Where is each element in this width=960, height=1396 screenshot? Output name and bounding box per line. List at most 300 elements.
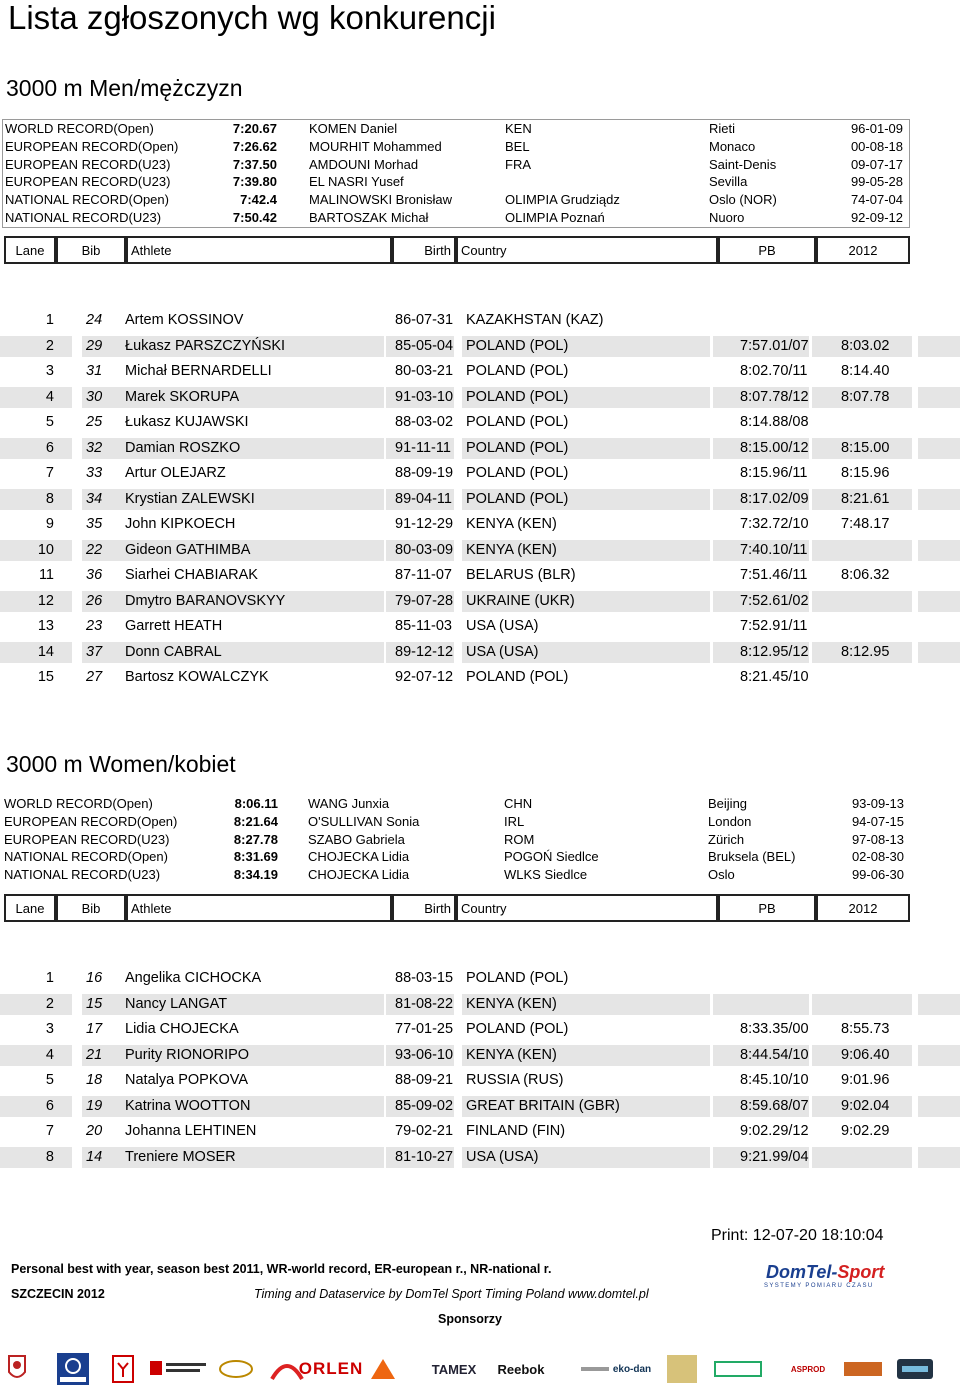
- entry-athlete: Treniere MOSER: [125, 1148, 236, 1165]
- record-label: WORLD RECORD(Open): [5, 121, 154, 136]
- record-time: 8:31.69: [233, 849, 278, 865]
- entry-athlete: Angelika CICHOCKA: [125, 970, 262, 986]
- record-row: [2, 848, 910, 866]
- section-title-men: 3000 m Men/mężczyzn: [6, 75, 243, 101]
- entry-athlete: Gideon GATHIMBA: [125, 541, 251, 558]
- column-header-sb: [816, 236, 910, 264]
- entry-athlete: Łukasz PARSZCZYŃSKI: [125, 337, 286, 354]
- entry-bib: 34: [86, 490, 103, 507]
- entry-bib: 37: [86, 643, 103, 660]
- entry-country: KENYA (KEN): [466, 995, 557, 1012]
- column-header-athlete: [126, 236, 392, 264]
- row-shade: [0, 1096, 72, 1117]
- entry-row: [0, 385, 960, 411]
- record-city: Sevilla: [709, 174, 748, 190]
- entry-country: KENYA (KEN): [466, 1046, 557, 1063]
- entry-bib: 26: [86, 592, 103, 609]
- entry-birth: 80-03-21: [395, 363, 454, 379]
- column-header-birth: [392, 236, 456, 264]
- entry-bib: 16: [86, 970, 103, 986]
- entry-birth: 81-08-22: [395, 995, 454, 1012]
- entry-row: [0, 1145, 960, 1171]
- entry-bib: 32: [86, 439, 103, 456]
- entry-sb: 8:15.96: [841, 465, 890, 481]
- primavera-logo-icon: [665, 1350, 699, 1388]
- entry-row: [0, 308, 960, 334]
- entry-lane: 13: [37, 618, 54, 634]
- record-time: 7:37.50: [232, 156, 277, 172]
- record-date: 09-07-17: [850, 156, 903, 172]
- entries-table-men: [0, 308, 960, 691]
- entry-birth: 93-06-10: [395, 1046, 454, 1063]
- record-holder: CHOJECKA Lidia: [308, 849, 410, 865]
- entry-lane: 10: [37, 541, 54, 558]
- entry-birth: 88-09-19: [395, 465, 454, 481]
- row-shade: [812, 540, 912, 561]
- entry-country: KENYA (KEN): [466, 541, 557, 558]
- entry-athlete: Artem KOSSINOV: [125, 312, 244, 328]
- column-header-lane: [4, 236, 56, 264]
- entry-bib: 18: [86, 1072, 103, 1088]
- entry-pb: 7:51.46/11: [740, 567, 808, 583]
- entry-pb: 7:52.61/02: [740, 592, 809, 609]
- entry-pb: 7:57.01/07: [740, 337, 809, 354]
- record-city: London: [708, 813, 752, 829]
- entry-sb: 8:15.00: [841, 439, 890, 456]
- city-brand-logo-icon: [712, 1350, 764, 1388]
- record-label: EUROPEAN RECORD(U23): [4, 831, 170, 847]
- entry-lane: 8: [45, 490, 54, 507]
- record-holder: CHOJECKA Lidia: [308, 867, 410, 883]
- row-shade: [918, 642, 960, 663]
- entry-row: [0, 461, 960, 487]
- entry-lane: 3: [45, 1021, 54, 1037]
- record-time: 8:34.19: [233, 867, 278, 883]
- column-header-men: [4, 236, 910, 264]
- entry-bib: 15: [86, 995, 103, 1012]
- record-date: 99-06-30: [851, 867, 904, 883]
- column-header-label: Birth: [424, 900, 451, 916]
- sponsor-strip: [0, 1346, 960, 1394]
- domtel-logo: [758, 1262, 908, 1294]
- entry-birth: 79-07-28: [395, 592, 454, 609]
- ministry-sport-logo-icon: [150, 1350, 208, 1388]
- row-shade: [918, 1045, 960, 1066]
- record-label: EUROPEAN RECORD(U23): [5, 156, 171, 172]
- entry-lane: 6: [45, 1097, 54, 1114]
- column-header-country: [456, 894, 718, 922]
- record-time: 8:06.11: [234, 796, 278, 811]
- record-city: Zürich: [708, 831, 745, 847]
- column-header-label: Athlete: [131, 900, 172, 916]
- row-shade: [918, 438, 960, 459]
- record-time: 7:42.4: [240, 192, 277, 208]
- entry-pb: 8:07.78/12: [740, 388, 809, 405]
- row-shade: [918, 591, 960, 612]
- record-holder: SZABO Gabriela: [308, 831, 405, 847]
- entry-row: [0, 410, 960, 436]
- entry-row: [0, 1094, 960, 1120]
- entry-birth: 85-11-03: [395, 618, 452, 634]
- row-shade: [713, 994, 809, 1015]
- entry-lane: 1: [45, 970, 54, 986]
- entry-birth: 89-04-11: [395, 490, 452, 507]
- reebok-logo: Reebok: [497, 1361, 545, 1377]
- entry-bib: 24: [86, 312, 103, 328]
- entry-row: [0, 614, 960, 640]
- entry-row: [0, 589, 960, 615]
- entry-sb: 9:06.40: [841, 1046, 890, 1063]
- entry-row: [0, 1043, 960, 1069]
- column-header-pb: [718, 236, 816, 264]
- column-header-women: [4, 894, 910, 922]
- record-holder: EL NASRI Yusef: [309, 174, 404, 190]
- column-header-pb: [718, 894, 816, 922]
- entry-bib: 36: [86, 567, 103, 583]
- entry-sb: 8:55.73: [841, 1021, 890, 1037]
- page-title: Lista zgłoszonych wg konkurencji: [8, 0, 496, 36]
- record-city: Nuoro: [709, 209, 745, 225]
- column-header-bib: [56, 236, 126, 264]
- column-header-label: Lane: [15, 900, 45, 916]
- entry-lane: 2: [45, 337, 54, 354]
- entry-pb: 8:15.96/11: [740, 465, 808, 481]
- entry-row: [0, 563, 960, 589]
- entry-row: [0, 1068, 960, 1094]
- entry-lane: 6: [45, 439, 54, 456]
- record-label: NATIONAL RECORD(Open): [4, 849, 168, 865]
- record-row: [2, 795, 910, 813]
- record-time: 7:26.62: [232, 138, 277, 154]
- entry-athlete: Lidia CHOJECKA: [125, 1021, 239, 1037]
- entry-birth: 88-03-02: [395, 414, 454, 430]
- entry-country: POLAND (POL): [466, 337, 569, 354]
- entry-row: [0, 1017, 960, 1043]
- asprod-logo: ASPROD: [790, 1364, 826, 1374]
- footer-sponsors-label: Sponsorzy: [438, 1312, 502, 1326]
- row-shade: [812, 1147, 912, 1168]
- record-row: [2, 866, 910, 884]
- entry-birth: 86-07-31: [395, 312, 454, 328]
- entry-country: POLAND (POL): [466, 414, 569, 430]
- row-shade: [0, 1147, 72, 1168]
- entry-pb: 7:40.10/11: [740, 541, 808, 558]
- orlen-logo: ORLEN: [298, 1359, 364, 1378]
- record-holder: MOURHIT Mohammed: [309, 138, 442, 154]
- entry-lane: 11: [38, 567, 54, 583]
- record-date: 93-09-13: [851, 796, 904, 811]
- column-header-label: Country: [461, 900, 507, 916]
- entry-pb: 7:32.72/10: [740, 516, 809, 532]
- entry-athlete: Donn CABRAL: [125, 643, 222, 660]
- entry-athlete: Łukasz KUJAWSKI: [125, 414, 249, 430]
- record-city: Oslo: [708, 867, 735, 883]
- record-holder: O'SULLIVAN Sonia: [308, 813, 420, 829]
- entry-bib: 22: [86, 541, 103, 558]
- entry-birth: 88-09-21: [395, 1072, 454, 1088]
- column-header-label: 2012: [848, 900, 878, 916]
- entry-bib: 27: [86, 669, 103, 685]
- footer-timing: Timing and Dataservice by DomTel Sport Timing Poland www.domtel.pl: [254, 1287, 649, 1301]
- record-date: 96-01-09: [850, 121, 903, 136]
- records-table-men: [2, 119, 910, 228]
- iaaf-logo-icon: [218, 1350, 254, 1388]
- entry-bib: 31: [86, 363, 103, 379]
- entry-row: [0, 334, 960, 360]
- record-time: 7:39.80: [232, 174, 277, 190]
- entry-lane: 5: [45, 1072, 54, 1088]
- record-nation: WLKS Siedlce: [504, 867, 588, 883]
- column-header-label: Athlete: [131, 242, 172, 258]
- record-label: WORLD RECORD(Open): [4, 796, 153, 811]
- record-holder: KOMEN Daniel: [309, 121, 398, 136]
- record-row: [3, 209, 909, 227]
- entry-pb: 8:21.45/10: [740, 669, 809, 685]
- entry-country: FINLAND (FIN): [466, 1123, 566, 1139]
- record-nation: BEL: [505, 138, 530, 154]
- entry-birth: 80-03-09: [395, 541, 454, 558]
- entry-birth: 92-07-12: [395, 669, 454, 685]
- column-header-label: 2012: [848, 242, 878, 258]
- entry-bib: 35: [86, 516, 103, 532]
- entries-table-women: [0, 966, 960, 1170]
- small-brand-logo-icon: [580, 1350, 610, 1388]
- entry-lane: 9: [45, 516, 54, 532]
- entry-pb: 8:33.35/00: [740, 1021, 809, 1037]
- entry-row: [0, 665, 960, 691]
- entry-row: [0, 992, 960, 1018]
- entry-athlete: John KIPKOECH: [125, 516, 236, 532]
- entry-pb: 8:59.68/07: [740, 1097, 809, 1114]
- record-city: Beijing: [708, 796, 748, 811]
- entry-birth: 79-02-21: [395, 1123, 454, 1139]
- entry-row: [0, 359, 960, 385]
- record-time: 8:27.78: [233, 831, 278, 847]
- entry-row: [0, 512, 960, 538]
- entry-bib: 33: [86, 465, 103, 481]
- column-header-label: Lane: [15, 242, 45, 258]
- entry-bib: 17: [86, 1021, 103, 1037]
- column-header-label: Birth: [424, 242, 451, 258]
- entry-sb: 8:03.02: [841, 337, 890, 354]
- record-row: [2, 813, 910, 831]
- entry-athlete: Bartosz KOWALCZYK: [125, 669, 269, 685]
- entry-sb: 9:01.96: [841, 1072, 890, 1088]
- entry-birth: 88-03-15: [395, 970, 454, 986]
- entry-country: POLAND (POL): [466, 490, 569, 507]
- entry-pb: 8:45.10/10: [740, 1072, 809, 1088]
- entry-lane: 4: [45, 1046, 54, 1063]
- entry-bib: 20: [86, 1123, 103, 1139]
- entry-country: UKRAINE (UKR): [466, 592, 575, 609]
- row-shade: [0, 591, 72, 612]
- entry-country: POLAND (POL): [466, 465, 569, 481]
- domtel-logo-text: DomTel-: [766, 1262, 838, 1282]
- row-shade: [918, 1147, 960, 1168]
- row-shade: [0, 994, 72, 1015]
- entry-bib: 23: [86, 618, 103, 634]
- entry-sb: 9:02.04: [841, 1097, 890, 1114]
- entry-athlete: Michał BERNARDELLI: [125, 363, 272, 379]
- entry-lane: 7: [45, 1123, 54, 1139]
- entry-birth: 81-10-27: [395, 1148, 454, 1165]
- entry-pb: 8:44.54/10: [740, 1046, 809, 1063]
- record-row: [3, 173, 909, 191]
- record-holder: BARTOSZAK Michał: [309, 209, 429, 225]
- footer-note: Personal best with year, season best 2011, WR-world record, ER-european r., NR-national r.: [11, 1262, 552, 1276]
- row-shade: [918, 387, 960, 408]
- row-shade: [0, 438, 72, 459]
- record-row: [3, 191, 909, 209]
- entry-pb: 8:14.88/08: [740, 414, 809, 430]
- column-header-label: Bib: [81, 242, 101, 258]
- column-header-lane: [4, 894, 56, 922]
- record-date: 97-08-13: [851, 831, 904, 847]
- entry-birth: 85-05-04: [395, 337, 454, 354]
- entry-bib: 30: [86, 388, 103, 405]
- record-nation: KEN: [505, 121, 532, 136]
- record-date: 92-09-12: [850, 209, 903, 225]
- row-shade: [918, 1096, 960, 1117]
- print-timestamp: Print: 12-07-20 18:10:04: [711, 1227, 884, 1244]
- record-nation: ROM: [504, 831, 535, 847]
- record-label: EUROPEAN RECORD(Open): [4, 813, 178, 829]
- entry-row: [0, 640, 960, 666]
- tamex-logo: TAMEX: [431, 1361, 477, 1377]
- entry-athlete: Purity RIONORIPO: [125, 1046, 250, 1063]
- record-nation: CHN: [504, 796, 533, 811]
- entry-pb: 9:02.29/12: [740, 1123, 809, 1139]
- record-city: Rieti: [709, 121, 736, 136]
- entry-lane: 2: [45, 995, 54, 1012]
- entry-bib: 21: [86, 1046, 103, 1063]
- entry-lane: 7: [45, 465, 54, 481]
- entry-pb: 8:12.95/12: [740, 643, 809, 660]
- domtel-logo-subtitle: SYSTEMY POMIARU CZASU: [764, 1283, 874, 1289]
- entry-lane: 1: [45, 312, 54, 328]
- jetyska-logo-icon: [842, 1350, 884, 1388]
- record-nation: POGOŃ Siedlce: [504, 849, 599, 865]
- row-shade: [0, 387, 72, 408]
- entry-country: GREAT BRITAIN (GBR): [466, 1097, 620, 1114]
- entry-athlete: Dmytro BARANOVSKYY: [125, 592, 286, 609]
- entry-bib: 25: [86, 414, 103, 430]
- entry-lane: 15: [37, 669, 54, 685]
- entry-birth: 91-03-10: [395, 388, 454, 405]
- record-label: EUROPEAN RECORD(U23): [5, 174, 171, 190]
- row-shade: [812, 994, 912, 1015]
- record-nation: FRA: [505, 156, 531, 172]
- entry-country: POLAND (POL): [466, 363, 569, 379]
- entry-country: RUSSIA (RUS): [466, 1072, 564, 1088]
- record-time: 7:20.67: [232, 121, 277, 136]
- records-table-women: [2, 795, 910, 884]
- entry-athlete: Damian ROSZKO: [125, 439, 241, 456]
- entry-sb: 8:21.61: [841, 490, 890, 507]
- entry-athlete: Garrett HEATH: [125, 618, 223, 634]
- record-date: 99-05-28: [850, 174, 903, 190]
- column-header-label: Country: [461, 242, 507, 258]
- column-header-label: PB: [758, 900, 776, 916]
- entry-birth: 85-09-02: [395, 1097, 454, 1114]
- entry-athlete: Katrina WOOTTON: [125, 1097, 251, 1114]
- entry-country: USA (USA): [466, 618, 539, 634]
- row-shade: [0, 489, 72, 510]
- entry-lane: 12: [37, 592, 54, 609]
- entry-sb: 8:06.32: [841, 567, 890, 583]
- tvp-sport-logo-icon: [895, 1350, 935, 1388]
- column-header-bib: [56, 894, 126, 922]
- entry-row: [0, 1119, 960, 1145]
- entry-row: [0, 538, 960, 564]
- entry-pb: 8:02.70/11: [740, 363, 808, 379]
- entry-country: USA (USA): [466, 1148, 539, 1165]
- entry-athlete: Artur OLEJARZ: [125, 465, 226, 481]
- entry-country: USA (USA): [466, 643, 539, 660]
- entry-bib: 19: [86, 1097, 103, 1114]
- row-shade: [918, 994, 960, 1015]
- entry-birth: 87-11-07: [395, 567, 452, 583]
- entry-country: KENYA (KEN): [466, 516, 557, 532]
- column-header-label: PB: [758, 242, 776, 258]
- pzla-eagle-icon: [112, 1350, 134, 1388]
- entry-bib: 29: [86, 337, 103, 354]
- entry-row: [0, 436, 960, 462]
- szczecin-crest-icon: [6, 1350, 28, 1388]
- entry-athlete: Siarhei CHABIARAK: [125, 567, 258, 583]
- entry-birth: 91-12-29: [395, 516, 454, 532]
- entry-lane: 14: [37, 643, 54, 660]
- entry-lane: 3: [45, 363, 54, 379]
- entry-country: POLAND (POL): [466, 388, 569, 405]
- polsat-logo-icon: [368, 1350, 398, 1388]
- record-city: Monaco: [709, 138, 756, 154]
- entry-athlete: Johanna LEHTINEN: [125, 1123, 257, 1139]
- entry-country: POLAND (POL): [466, 970, 569, 986]
- record-date: 00-08-18: [850, 138, 903, 154]
- column-header-label: Bib: [81, 900, 101, 916]
- entry-sb: 8:14.40: [841, 363, 890, 379]
- record-label: NATIONAL RECORD(Open): [5, 192, 169, 208]
- entry-birth: 77-01-25: [395, 1021, 454, 1037]
- record-city: Bruksela (BEL): [708, 849, 796, 865]
- entry-birth: 89-12-12: [395, 643, 454, 660]
- entry-bib: 14: [86, 1148, 103, 1165]
- section-title-women: 3000 m Women/kobiet: [6, 751, 236, 777]
- record-date: 74-07-04: [850, 192, 903, 208]
- entry-pb: 9:21.99/04: [740, 1148, 809, 1165]
- entry-country: BELARUS (BLR): [466, 567, 576, 583]
- entry-lane: 4: [45, 388, 54, 405]
- row-shade: [0, 642, 72, 663]
- column-header-athlete: [126, 894, 392, 922]
- record-date: 02-08-30: [851, 849, 904, 865]
- record-row: [3, 138, 909, 156]
- record-label: NATIONAL RECORD(U23): [4, 867, 161, 883]
- entry-sb: 7:48.17: [841, 516, 890, 532]
- column-header-country: [456, 236, 718, 264]
- record-label: NATIONAL RECORD(U23): [5, 209, 162, 225]
- entry-sb: 9:02.29: [841, 1123, 890, 1139]
- entry-row: [0, 966, 960, 992]
- record-date: 94-07-15: [851, 813, 904, 829]
- record-city: Saint-Denis: [709, 156, 777, 172]
- record-row: [2, 831, 910, 849]
- entry-country: KAZAKHSTAN (KAZ): [466, 312, 604, 328]
- record-nation: IRL: [504, 813, 525, 829]
- athletics-badge-icon: [55, 1350, 91, 1388]
- entry-country: POLAND (POL): [466, 439, 569, 456]
